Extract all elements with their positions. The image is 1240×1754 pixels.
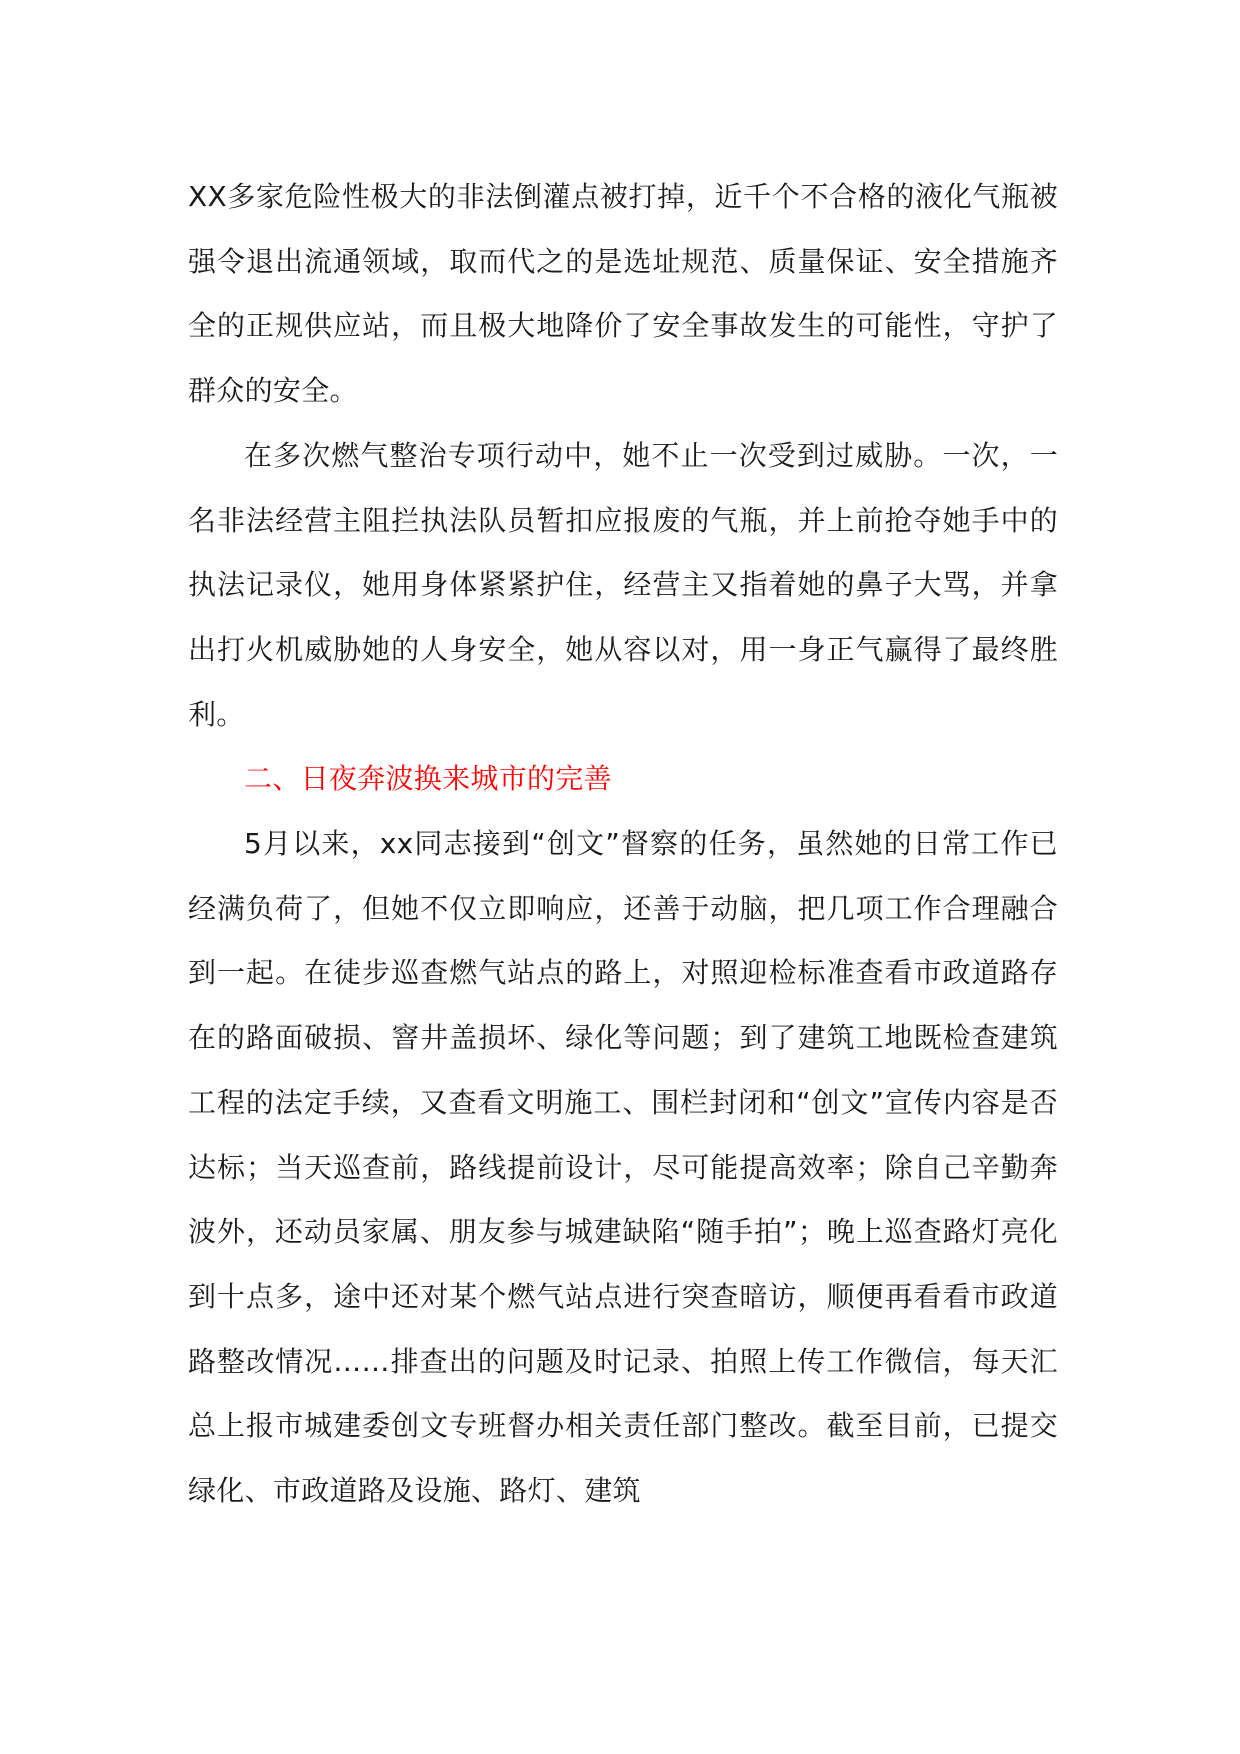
- document-body: [188, 165, 1058, 1524]
- paragraph-continuation: XX多家危险性极大的非法倒灌点被打掉，近千个不合格的液化气瓶被强令退出流通领域，取而代之的是选址规范、质量保证、安全措施齐全的正规供应站，而且极大地降价了安全事故发生的可能性，守护了群众的安全。: [188, 180, 1058, 408]
- section-heading: 二、日夜奔波换来城市的完善: [244, 762, 612, 796]
- paragraph-city-inspection: 5月以来，xx同志接到“创文”督察的任务，虽然她的日常工作已经满负荷了，但她不仅立即响应，还善于动脑，把几项工作合理融合到一起。在徒步巡查燃气站点的路上，对照迎检标准查看市政道路存在的路面破损、窨井盖损坏、绿化等问题；到了建筑工地既检查建筑工程的法定手续，又查看文明施工、围栏封闭和“创文”宣传内容是否达标；当天巡查前，路线提前设计，尽可能提高效率；除自己辛勤奔波外，还动员家属、朋友参与城建缺陷“随手拍”；晚上巡查路灯亮化到十点多，途中还对某个燃气站点进行突查暗访，顺便再看看市政道路整改情况……排查出的问题及时记录、拍照上传工作微信，每天汇总上报市城建委创文专班督办相关责任部门整改。截至目前，已提交绿化、市政道路及设施、路灯、建筑: [188, 827, 1058, 1508]
- paragraph-threat-incident: 在多次燃气整治专项行动中，她不止一次受到过威胁。一次，一名非法经营主阻拦执法队员暂扣应报废的气瓶，并上前抢夺她手中的执法记录仪，她用身体紧紧护住，经营主又指着她的鼻子大骂，并拿出打火机威胁她的人身安全，她从容以对，用一身正气赢得了最终胜利。: [188, 438, 1058, 731]
